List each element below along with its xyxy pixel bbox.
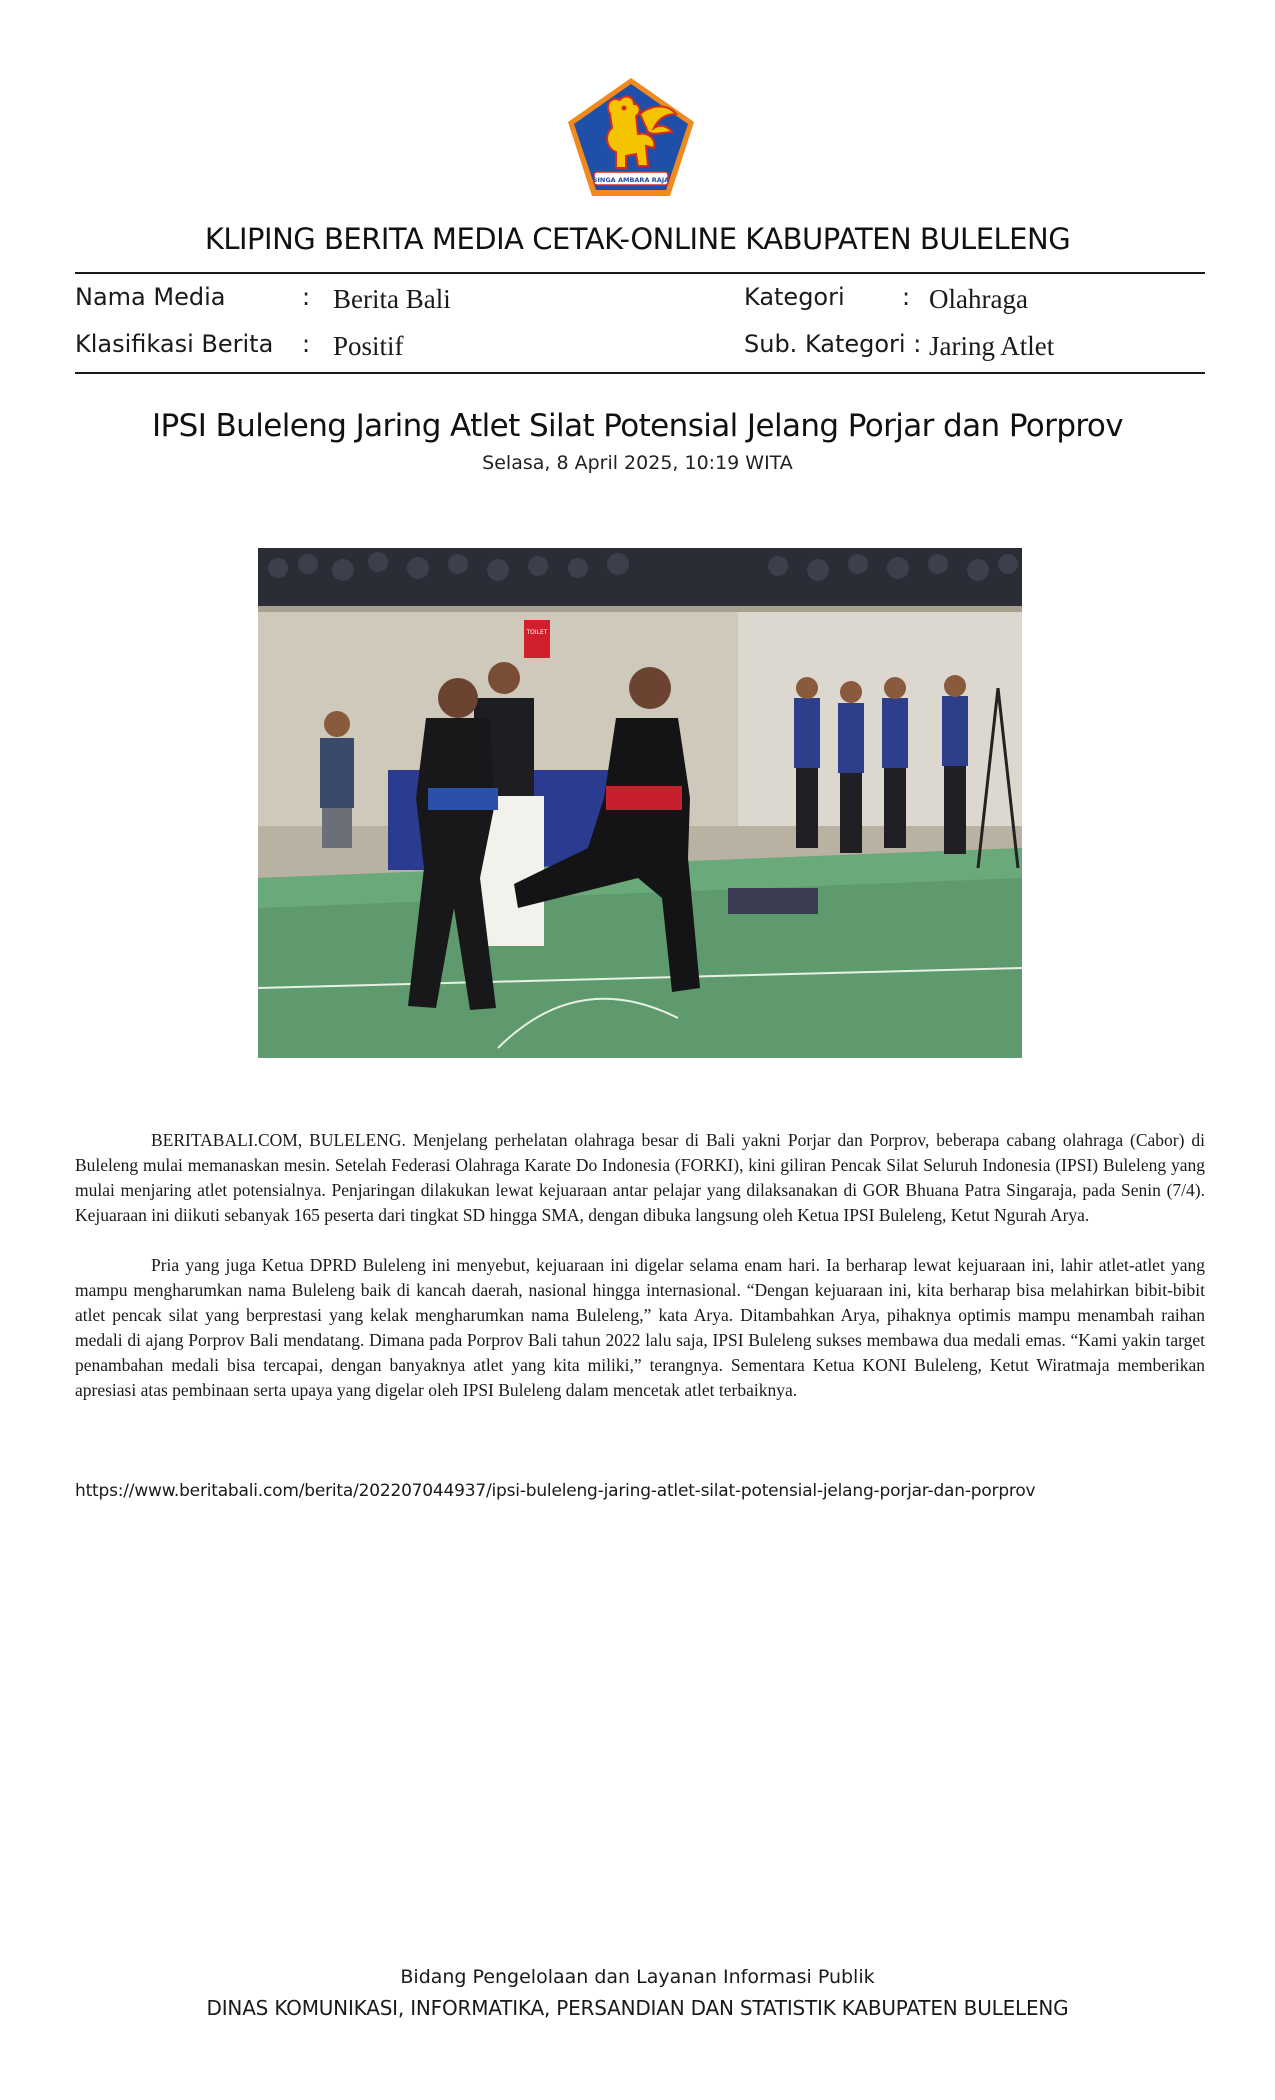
bottom-divider [75, 372, 1205, 374]
article-photo [258, 548, 1022, 1058]
emblem-motto: SINGA AMBARA RAJA [592, 176, 670, 184]
article-headline: IPSI Buleleng Jaring Atlet Silat Potensial Jelang Porjar dan Porprov [152, 408, 1123, 444]
sub-kategori-value: Jaring Atlet [929, 331, 1055, 361]
kategori-value: Olahraga [929, 284, 1028, 314]
sub-kategori-colon: : [913, 330, 922, 358]
kategori-colon: : [902, 283, 911, 311]
top-divider [75, 272, 1205, 274]
media-colon: : [302, 283, 311, 311]
media-label: Nama Media [75, 283, 226, 311]
source-link[interactable]: https://www.beritabali.com/berita/202207044937/ipsi-buleleng-jaring-atlet-silat-potensial-jelang-porjar-dan-porprov [75, 1481, 1036, 1501]
article-body [75, 1128, 1205, 1428]
article-dateline: Selasa, 8 April 2025, 10:19 WITA [482, 452, 793, 474]
article-paragraph-1: BERITABALI.COM, BULELENG. Menjelang perhelatan olahraga besar di Bali yakni Porjar dan Porprov, beberapa cabang olahraga (Cabor) di Buleleng mulai memanaskan mesin. Setelah Federasi Olahraga Karate Do Indonesia (FORKI), kini giliran Pencak Silat Seluruh Indonesia (IPSI) Buleleng yang mulai menjaring atlet potensialnya. Penjaringan dilakukan lewat kejuaraan antar pelajar yang dilaksanakan di GOR Bhuana Patra Singaraja, pada Senin (7/4). Kejuaraan ini diikuti sebanyak 165 peserta dari tingkat SD hingga SMA, dengan dibuka langsung oleh Ketua IPSI Buleleng, Ketut Ngurah Arya. [75, 1130, 1205, 1225]
media-value: Berita Bali [333, 284, 451, 314]
kategori-label: Kategori [744, 283, 845, 311]
article-paragraph-2: Pria yang juga Ketua DPRD Buleleng ini menyebut, kejuaraan ini digelar selama enam hari. Ia berharap lewat kejuaraan ini, lahir atlet-atlet yang mampu mengharumkan nama Buleleng baik di kancah daerah, nasional hingga internasional. “Dengan kejuaraan ini, kita berharap bisa melahirkan bibit-bibit atlet pencak silat yang berprestasi yang kelak mengharumkan nama Buleleng,” kata Arya. Ditambahkan Arya, pihaknya optimis mampu menambah raihan medali di ajang Porprov Bali mendatang. Dimana pada Porprov Bali tahun 2022 lalu saja, IPSI Buleleng sukses membawa dua medali emas. “Kami yakin target penambahan medali bisa tercapai, dengan banyaknya atlet yang kita miliki,” terangnya. Sementara Ketua KONI Buleleng, Ketut Wiratmaja memberikan apresiasi atas pembinaan serta upaya yang digelar oleh IPSI Buleleng dalam mencetak atlet terbaiknya. [75, 1255, 1205, 1400]
klasifikasi-value: Positif [333, 331, 404, 361]
footer-department: Bidang Pengelolaan dan Layanan Informasi Publik [400, 1966, 875, 1988]
sub-kategori-label-text: Sub. Kategori [744, 330, 906, 358]
footer-agency: DINAS KOMUNIKASI, INFORMATIKA, PERSANDIAN DAN STATISTIK KABUPATEN BULELENG [206, 1996, 1069, 2020]
klasifikasi-colon: : [302, 330, 311, 358]
regency-emblem [564, 74, 698, 200]
sub-kategori-label [744, 329, 921, 359]
toilet-sign: TOILET [526, 629, 548, 636]
page-title: KLIPING BERITA MEDIA CETAK-ONLINE KABUPATEN BULELENG [204, 222, 1071, 256]
klasifikasi-label: Klasifikasi Berita [75, 330, 274, 358]
